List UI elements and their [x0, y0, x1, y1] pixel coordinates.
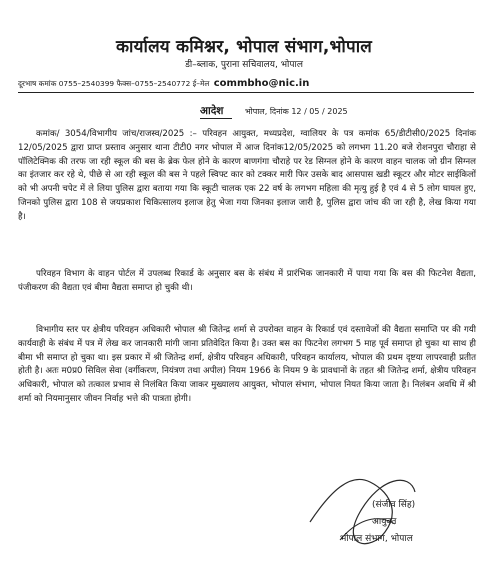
signatory-office: भोपाल संभाग, भोपाल [340, 534, 413, 544]
signatory-name: (संजीव सिंह) [372, 500, 416, 510]
signatory-designation: आयुक्त [372, 517, 397, 527]
office-address: डी–ब्लाक, पुराना सचिवालय, भोपाल [185, 60, 303, 70]
order-paragraph-1: कमांक/ 3054/विभागीय जांच/राजस्व/2025 :– परिवहन आयुक्त, मध्यप्रदेश, ग्वालियर के पत्र कमांक 65/डीटीसी0/2025 दिनांक 12/05/2025 द्वारा प्राप्त प्रस्ताव अनुसार थाना टीटी0 नगर भोपाल में आज दिनांक12/05/2025 को लगभग 11.20 बजे रोशनपुरा चौराहा से पॉलिटेक्निक की तरफ जा रही स्कूल की बस के ब्रेक फेल होने के कारण बाणगंगा चौराहे पर रेड सिग्नल होने के कारण वाहन चालक जो ग्रीन सिग्नल का इंतजार कर रहे थे, पीछे से आ रही स्कूल की बस ने पहले स्विफ्ट कार को टक्कर मारी फिर उसके बाद आसपास खडी स्कूटर और मोटर साईकिलों को भी अपनी चपेट में ले लिया पुलिस द्वारा बताया गया कि स्कूटी चालक एक 22 वर्ष के लगभग महिला की मृत्यु हुई है एवं 4 से 5 लोग घायल हुए, जिनको पुलिस द्वारा 108 से जयप्रकाश चिकित्सालय इलाज हेतु भेजा गया जिनका इलाज जारी है, पुलिस द्वारा जांच की जा रही है, लेख किया गया है। [18, 129, 476, 222]
contact-details: दूरभाष कमांक 0755–2540399 फैक्स–0755–2540772 ई–मेल [18, 79, 210, 88]
contact-line [18, 78, 309, 89]
header-divider [18, 92, 474, 93]
office-title: कार्यालय कमिश्नर, भोपाल संभाग,भोपाल [115, 37, 373, 57]
order-heading-underline [200, 118, 232, 119]
order-heading: आदेश [200, 105, 224, 117]
email-address: commbho@nic.in [213, 78, 310, 89]
order-paragraph-2: परिवहन विभाग के वाहन पोर्टल में उपलब्ध रिकार्ड के अनुसार बस के संबंध में प्रारंभिक जानकारी में पाया गया कि बस की फिटनेश वैद्यता, पंजीकरण की वैद्यता एवं बीमा वैद्यता समाप्त हो चुकी थी। [18, 269, 476, 293]
order-date: भोपाल, दिनांक 12 / 05 / 2025 [245, 107, 348, 116]
order-paragraph-3: विभागीय स्तर पर क्षेत्रीय परिवहन अधिकारी भोपाल श्री जितेन्द्र शर्मा से उपरोक्त वाहन के रिकार्ड एवं दस्तावेजों की वैद्यता समाप्ति पर की गयी कार्यवाही के संबंध में पत्र में लेख कर जानकारी मांगी जाना प्रतिवेदित किया है। उक्त बस का फिटनेश लगभग 5 माह पूर्व समाप्त हो चुका था साथ ही बीमा भी समाप्त हो चुका था। इस प्रकार में श्री जितेन्द्र शर्मा, क्षेत्रीय परिवहन अधिकारी, परिवहन कार्यालय, भोपाल की प्रथम दृष्टया लापरवाही प्रतीत होती है। अतः म0प्र0 सिविल सेवा (वर्गीकरण, नियंत्रण तथा अपील) नियम 1966 के नियम 9 के प्रावधानों के तहत श्री जितेन्द्र शर्मा, क्षेत्रीय परिवहन अधिकारी, भोपाल को तत्काल प्रभाव से निलंबित किया जाकर मुख्यालय आयुक्त, भोपाल संभाग, भोपाल नियत किया जाता है। निलंबन अवधि में श्री शर्मा को नियमानुसार जीवन निर्वाह भत्ते की पात्रता होगी। [18, 325, 476, 404]
